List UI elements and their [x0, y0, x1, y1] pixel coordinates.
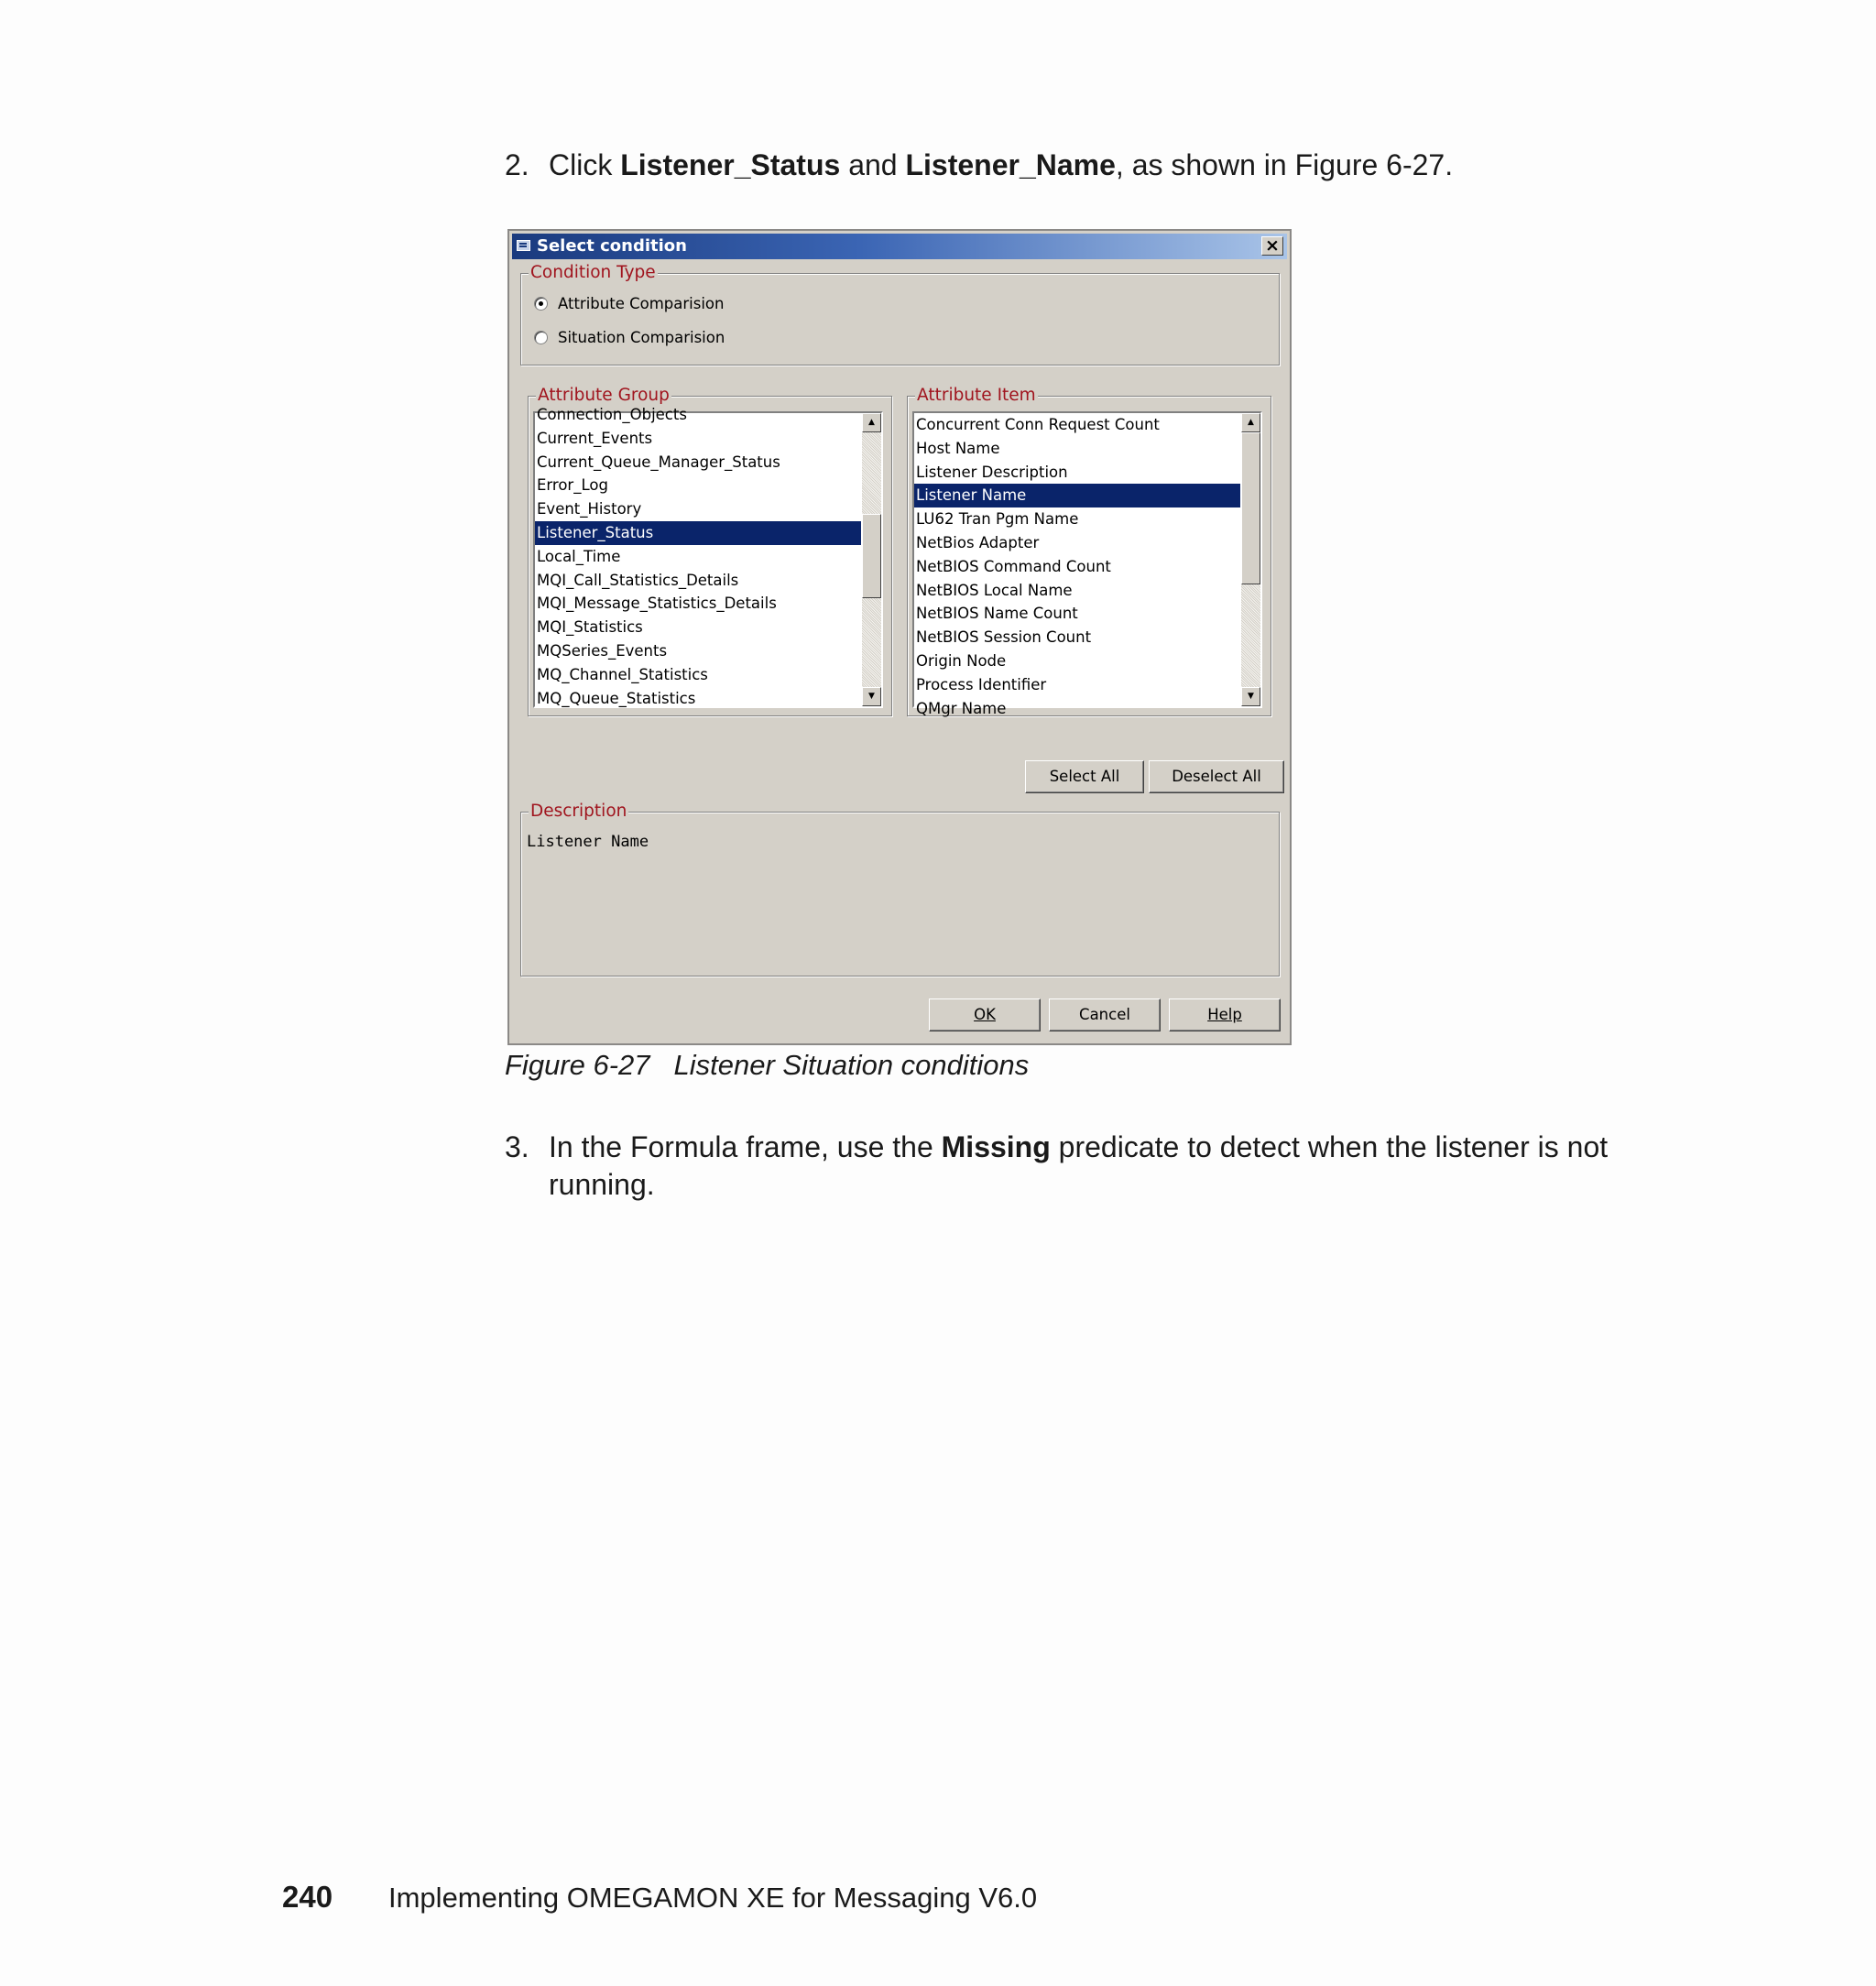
step-text-suffix: , as shown in Figure 6-27. — [1115, 148, 1454, 181]
scroll-up-arrow-icon[interactable]: ▲ — [862, 413, 881, 432]
step-number: 2. — [505, 148, 529, 181]
scroll-thumb[interactable] — [862, 514, 881, 598]
description-legend: Description — [530, 802, 627, 821]
list-item[interactable]: Origin Node — [916, 651, 1007, 670]
attribute-group-group — [528, 386, 892, 716]
step-text-prefix: In the Formula frame, use the — [549, 1130, 942, 1163]
radio-checked-icon — [534, 297, 548, 311]
step-number: 3. — [505, 1130, 529, 1163]
figure-number: Figure 6-27 — [505, 1049, 650, 1081]
help-button[interactable]: Help — [1169, 998, 1281, 1031]
bold-missing: Missing — [941, 1130, 1051, 1163]
list-item[interactable]: MQI_Statistics — [537, 618, 643, 637]
attribute-item-legend: Attribute Item — [917, 386, 1036, 405]
description-text: Listener Name — [527, 833, 649, 851]
scroll-up-arrow-icon[interactable]: ▲ — [1241, 413, 1260, 432]
attribute-group-legend: Attribute Group — [538, 386, 670, 405]
step-text — [549, 1129, 1630, 1204]
list-item[interactable]: NetBIOS Session Count — [916, 628, 1092, 647]
list-item[interactable]: Local_Time — [537, 547, 621, 565]
dialog-title: Select condition — [537, 236, 687, 256]
list-item[interactable]: MQ_Channel_Statistics — [537, 665, 708, 683]
list-item[interactable]: MQI_Message_Statistics_Details — [537, 595, 777, 613]
list-item[interactable]: QMgr Name — [916, 699, 1007, 717]
list-item-selected[interactable]: Listener_Status — [535, 521, 861, 545]
condition-type-group — [520, 263, 1280, 366]
list-item[interactable]: MQI_Call_Statistics_Details — [537, 571, 739, 589]
step-text — [549, 147, 1453, 184]
step-text-mid: and — [840, 148, 906, 181]
list-item-selected[interactable]: Listener Name — [914, 484, 1240, 507]
page-number: 240 — [282, 1880, 333, 1914]
list-item[interactable]: NetBios Adapter — [916, 533, 1040, 551]
list-item[interactable]: Host Name — [916, 439, 1000, 457]
close-button[interactable]: × — [1261, 236, 1283, 256]
list-item[interactable]: Event_History — [537, 500, 642, 518]
list-item[interactable]: Current_Events — [537, 429, 653, 447]
step-text-suffix: predicate to detect when the listener is not running. — [549, 1130, 1609, 1201]
window-icon — [517, 240, 530, 251]
list-item[interactable]: NetBIOS Command Count — [916, 557, 1111, 575]
list-item[interactable]: MQ_Queue_Statistics — [537, 689, 696, 707]
description-group — [520, 802, 1280, 977]
list-item[interactable]: Connection_Objects — [537, 406, 687, 423]
figure-caption — [505, 1049, 1029, 1082]
book-title: Implementing OMEGAMON XE for Messaging V6.0 — [388, 1882, 1038, 1914]
scroll-down-arrow-icon[interactable]: ▼ — [862, 687, 881, 706]
figure-title: Listener Situation conditions — [673, 1049, 1030, 1081]
radio-label: Attribute Comparision — [558, 295, 725, 312]
list-item[interactable]: Error_Log — [537, 476, 608, 495]
step-text-prefix: Click — [549, 148, 621, 181]
step-3-instruction — [505, 1129, 1609, 1206]
select-condition-dialog — [507, 229, 1292, 1045]
attribute-group-scrollbar[interactable] — [862, 413, 881, 706]
scroll-down-arrow-icon[interactable]: ▼ — [1241, 687, 1260, 706]
scroll-thumb[interactable] — [1241, 432, 1260, 584]
attribute-item-scrollbar[interactable] — [1241, 413, 1260, 706]
list-item[interactable]: NetBIOS Name Count — [916, 605, 1078, 623]
bold-listener-status: Listener_Status — [620, 148, 841, 181]
attribute-item-group — [907, 386, 1271, 717]
list-item[interactable]: Process Identifier — [916, 675, 1047, 693]
condition-type-legend: Condition Type — [530, 263, 656, 282]
attribute-group-list[interactable] — [533, 406, 883, 708]
bold-listener-name: Listener_Name — [905, 148, 1116, 181]
radio-label: Situation Comparision — [558, 329, 725, 346]
list-item[interactable]: MQSeries_Events — [537, 641, 668, 660]
dialog-titlebar — [512, 234, 1287, 259]
select-all-button[interactable]: Select All — [1025, 760, 1144, 793]
deselect-all-button[interactable]: Deselect All — [1149, 760, 1284, 793]
ok-button[interactable]: OK — [929, 998, 1041, 1031]
list-item[interactable]: NetBIOS Local Name — [916, 581, 1073, 599]
cancel-button[interactable]: Cancel — [1049, 998, 1161, 1031]
radio-unchecked-icon — [534, 331, 548, 344]
list-item[interactable]: Listener Description — [916, 463, 1068, 481]
attribute-item-list[interactable] — [912, 411, 1262, 717]
list-item[interactable]: Current_Queue_Manager_Status — [537, 453, 780, 471]
list-item[interactable]: LU62 Tran Pgm Name — [916, 510, 1079, 529]
step-2-instruction — [505, 147, 1604, 185]
list-item[interactable]: Concurrent Conn Request Count — [916, 416, 1160, 433]
